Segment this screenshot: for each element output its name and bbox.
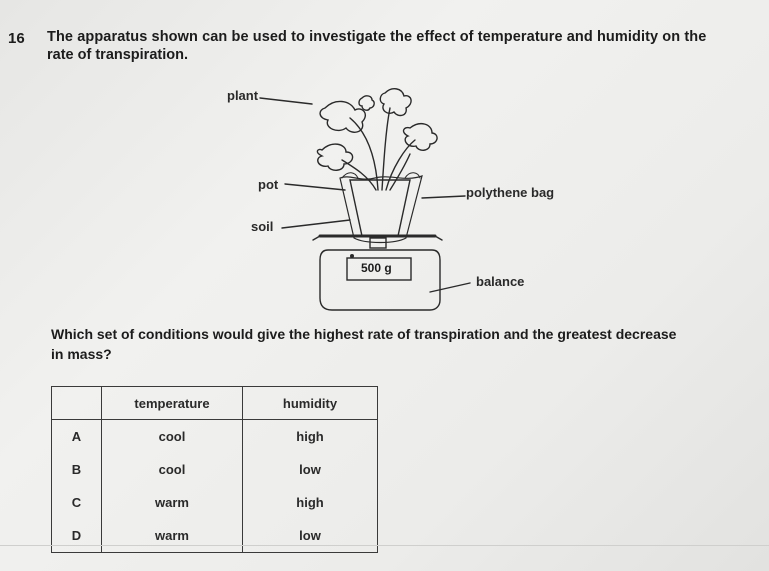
table-header-row xyxy=(52,387,378,420)
table-row xyxy=(52,453,378,486)
temperature-cell: warm xyxy=(102,486,243,519)
balance-reading: 500 g xyxy=(361,261,392,275)
option-letter: D xyxy=(52,519,102,553)
humidity-cell: high xyxy=(243,486,378,519)
label-soil: soil xyxy=(251,219,274,234)
question-text-line1: The apparatus shown can be used to investigate the effect of temperature and humidity on the xyxy=(47,29,707,45)
table-row xyxy=(52,519,378,553)
apparatus-drawing xyxy=(200,78,600,323)
label-pot: pot xyxy=(258,177,279,192)
option-letter: B xyxy=(52,453,102,486)
apparatus-diagram xyxy=(200,78,600,323)
page-bottom-divider xyxy=(0,545,769,546)
temperature-cell: cool xyxy=(102,453,243,486)
table-row xyxy=(52,486,378,519)
temperature-cell: warm xyxy=(102,519,243,553)
table-header-temperature: temperature xyxy=(102,387,243,420)
humidity-cell: high xyxy=(243,420,378,454)
table-header-humidity: humidity xyxy=(243,387,378,420)
humidity-cell: low xyxy=(243,519,378,553)
temperature-cell: cool xyxy=(102,420,243,454)
label-polythene-bag: polythene bag xyxy=(466,185,555,200)
options-table xyxy=(51,386,378,553)
option-letter: A xyxy=(52,420,102,454)
humidity-cell: low xyxy=(243,453,378,486)
prompt-line2: in mass? xyxy=(51,346,112,362)
label-plant: plant xyxy=(227,88,259,103)
table-row xyxy=(52,420,378,454)
question-text-line2: rate of transpiration. xyxy=(47,47,188,63)
table-header-blank xyxy=(52,387,102,420)
question-number: 16 xyxy=(8,30,25,47)
prompt-line1: Which set of conditions would give the highest rate of transpiration and the greatest decrease xyxy=(51,326,677,342)
label-balance: balance xyxy=(476,274,525,289)
option-letter: C xyxy=(52,486,102,519)
